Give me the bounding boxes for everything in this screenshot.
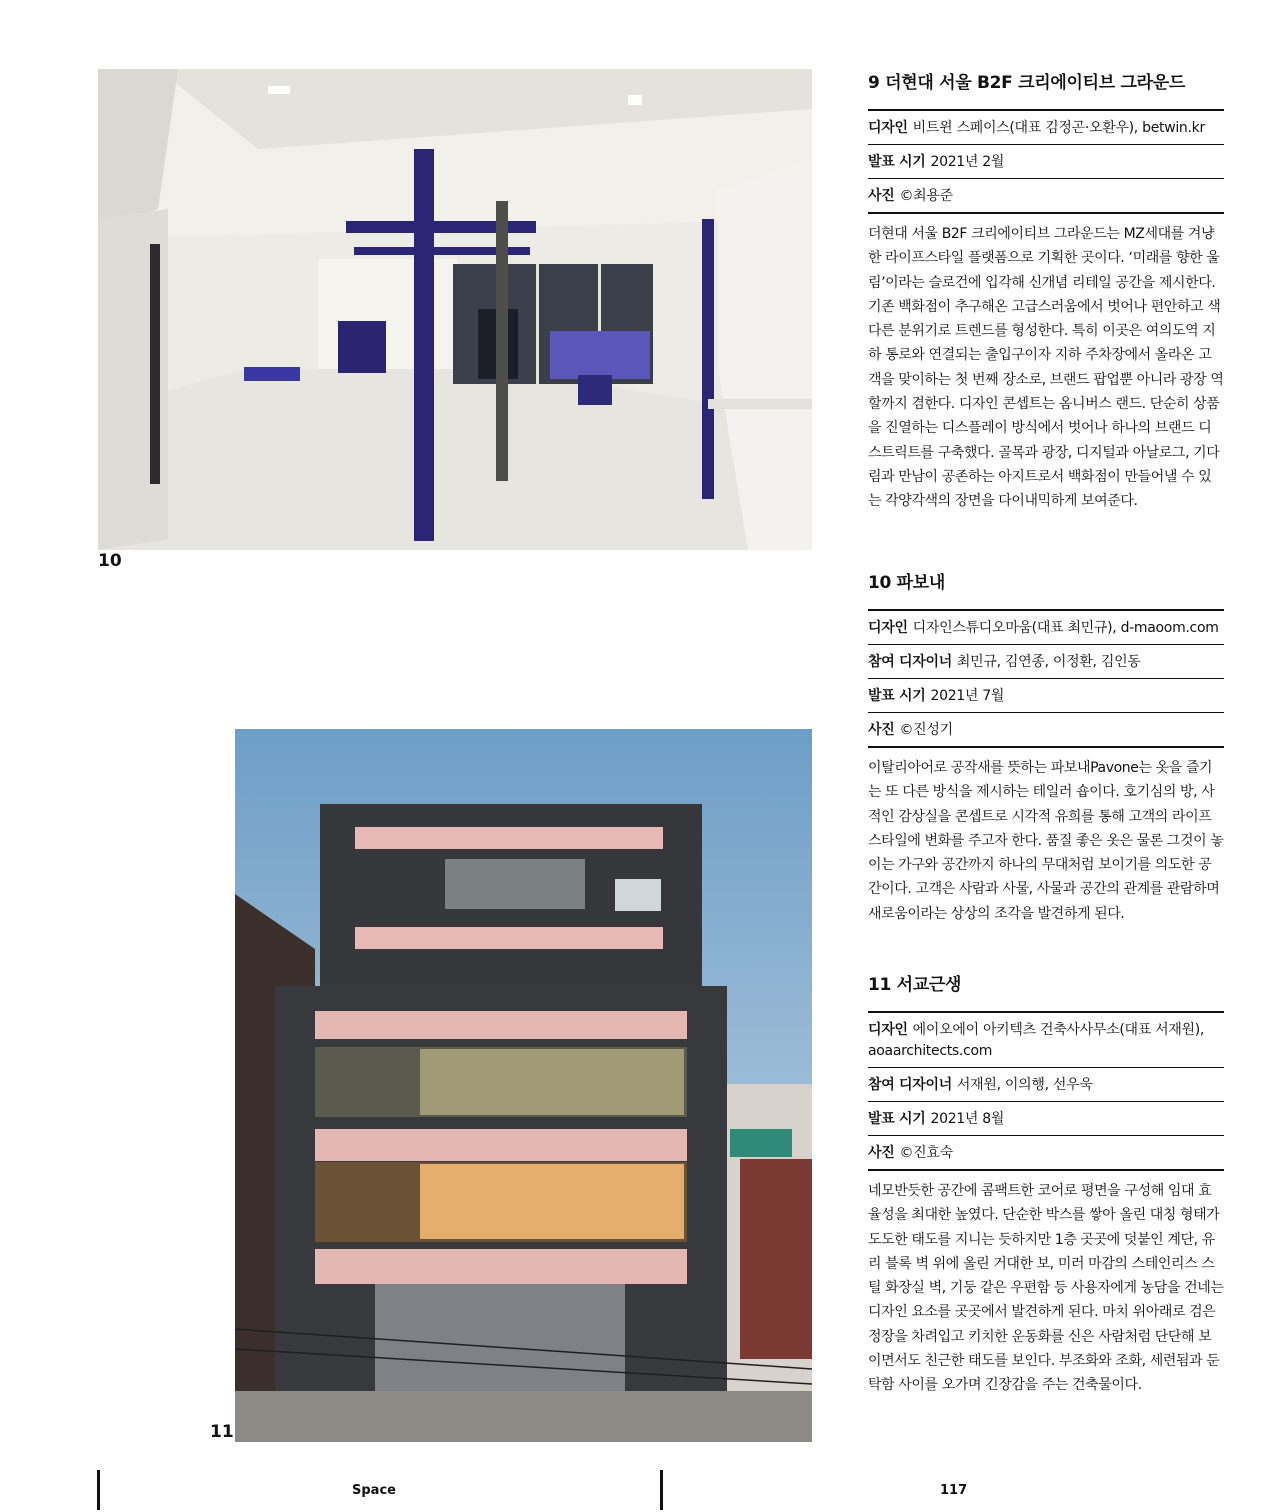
entry-body: 이탈리아어로 공작새를 뜻하는 파보내Pavone는 옷을 즐기는 또 다른 방식을 제시하는 테일러 숍이다. 호기심의 방, 사적인 감상실을 콘셉트로 시각적 유희를 통해 고객의 라이프스타일에 변화를 주고자 한다. 품질 좋은 옷은 물론 그것이 놓이는 가구와 공간까지 하나의 무대처럼 보이기를 의도한 공간이다. 고객은 사람과 사물, 사물과 공간의 관계를 관람하며 새로움이라는 상상의 조각을 발견하게 된다. <box>868 760 1224 922</box>
meta-row: 사진 ©최용준 <box>868 179 1224 214</box>
folio-bar-right <box>660 1470 663 1510</box>
photo-interior <box>98 69 812 550</box>
entry-title: 9 더현대 서울 B2F 크리에이티브 그라운드 <box>868 73 1185 93</box>
meta-row: 사진 ©진성기 <box>868 713 1224 748</box>
meta-row: 디자인 에이오에이 아키텍츠 건축사사무소(대표 서재원), aoaarchitects.com <box>868 1013 1224 1068</box>
entry-title: 11 서교근생 <box>868 975 962 995</box>
folio-bar-left <box>97 1470 100 1510</box>
meta-row: 발표 시기 2021년 8월 <box>868 1102 1224 1136</box>
meta-row: 발표 시기 2021년 2월 <box>868 145 1224 179</box>
entry-title: 10 파보내 <box>868 573 946 593</box>
meta-row: 디자인 비트윈 스페이스(대표 김정곤·오환우), betwin.kr <box>868 111 1224 145</box>
meta-row: 참여 디자이너 최민규, 김연종, 이정환, 김인동 <box>868 645 1224 679</box>
meta-row: 디자인 디자인스튜디오마움(대표 최민규), d-maoom.com <box>868 611 1224 645</box>
figure-label-11: 11 <box>210 1422 234 1442</box>
entry-9 <box>868 71 1224 514</box>
entry-body: 네모반듯한 공간에 콤팩트한 코어로 평면을 구성해 임대 효율성을 최대한 높였다. 단순한 박스를 쌓아 올린 대칭 형태가 도도한 태도를 지니는 듯하지만 1층 곳곳에 덧붙인 계단, 유리 블록 벽 위에 올린 거대한 보, 미러 마감의 스테인리스 스틸 화장실 벽, 기둥 같은 우편함 등 사용자에게 농담을 건네는 디자인 요소를 곳곳에서 발견하게 된다. 마치 위아래로 검은 정장을 차려입고 키치한 운동화를 신은 사람처럼 단단해 보이면서도 친근한 태도를 보인다. 부조화와 조화, 세련됨과 둔탁함 사이를 오가며 긴장감을 주는 건축물이다. <box>868 1183 1224 1394</box>
meta-row: 사진 ©진효숙 <box>868 1136 1224 1171</box>
figure-label-10: 10 <box>98 551 122 571</box>
entry-11 <box>868 973 1224 1398</box>
photo-building <box>235 729 812 1442</box>
meta-row: 참여 디자이너 서재원, 이의행, 선우욱 <box>868 1068 1224 1102</box>
meta-row: 발표 시기 2021년 7월 <box>868 679 1224 713</box>
entry-body: 더현대 서울 B2F 크리에이티브 그라운드는 MZ세대를 겨냥한 라이프스타일 플랫폼으로 기획한 곳이다. ‘미래를 향한 울림’이라는 슬로건에 입각해 신개념 리테일 공간을 제시한다. 기존 백화점이 추구해온 고급스러움에서 벗어나 편안하고 색다른 분위기로 트렌드를 형성한다. 특히 이곳은 여의도역 지하 통로와 연결되는 출입구이자 지하 주차장에서 올라온 고객을 맞이하는 첫 번째 장소로, 브랜드 팝업뿐 아니라 광장 역할까지 겸한다. 디자인 콘셉트는 옴니버스 랜드. 단순히 상품을 진열하는 디스플레이 방식에서 벗어나 하나의 브랜드 디스트릭트를 구축했다. 골목과 광장, 디지털과 아날로그, 기다림과 만남이 공존하는 아지트로서 백화점이 만들어낼 수 있는 각양각색의 장면을 다이내믹하게 보여준다. <box>868 226 1224 510</box>
magazine-name: Space <box>352 1483 396 1498</box>
page-number: 117 <box>940 1483 968 1498</box>
entry-10 <box>868 571 1224 926</box>
